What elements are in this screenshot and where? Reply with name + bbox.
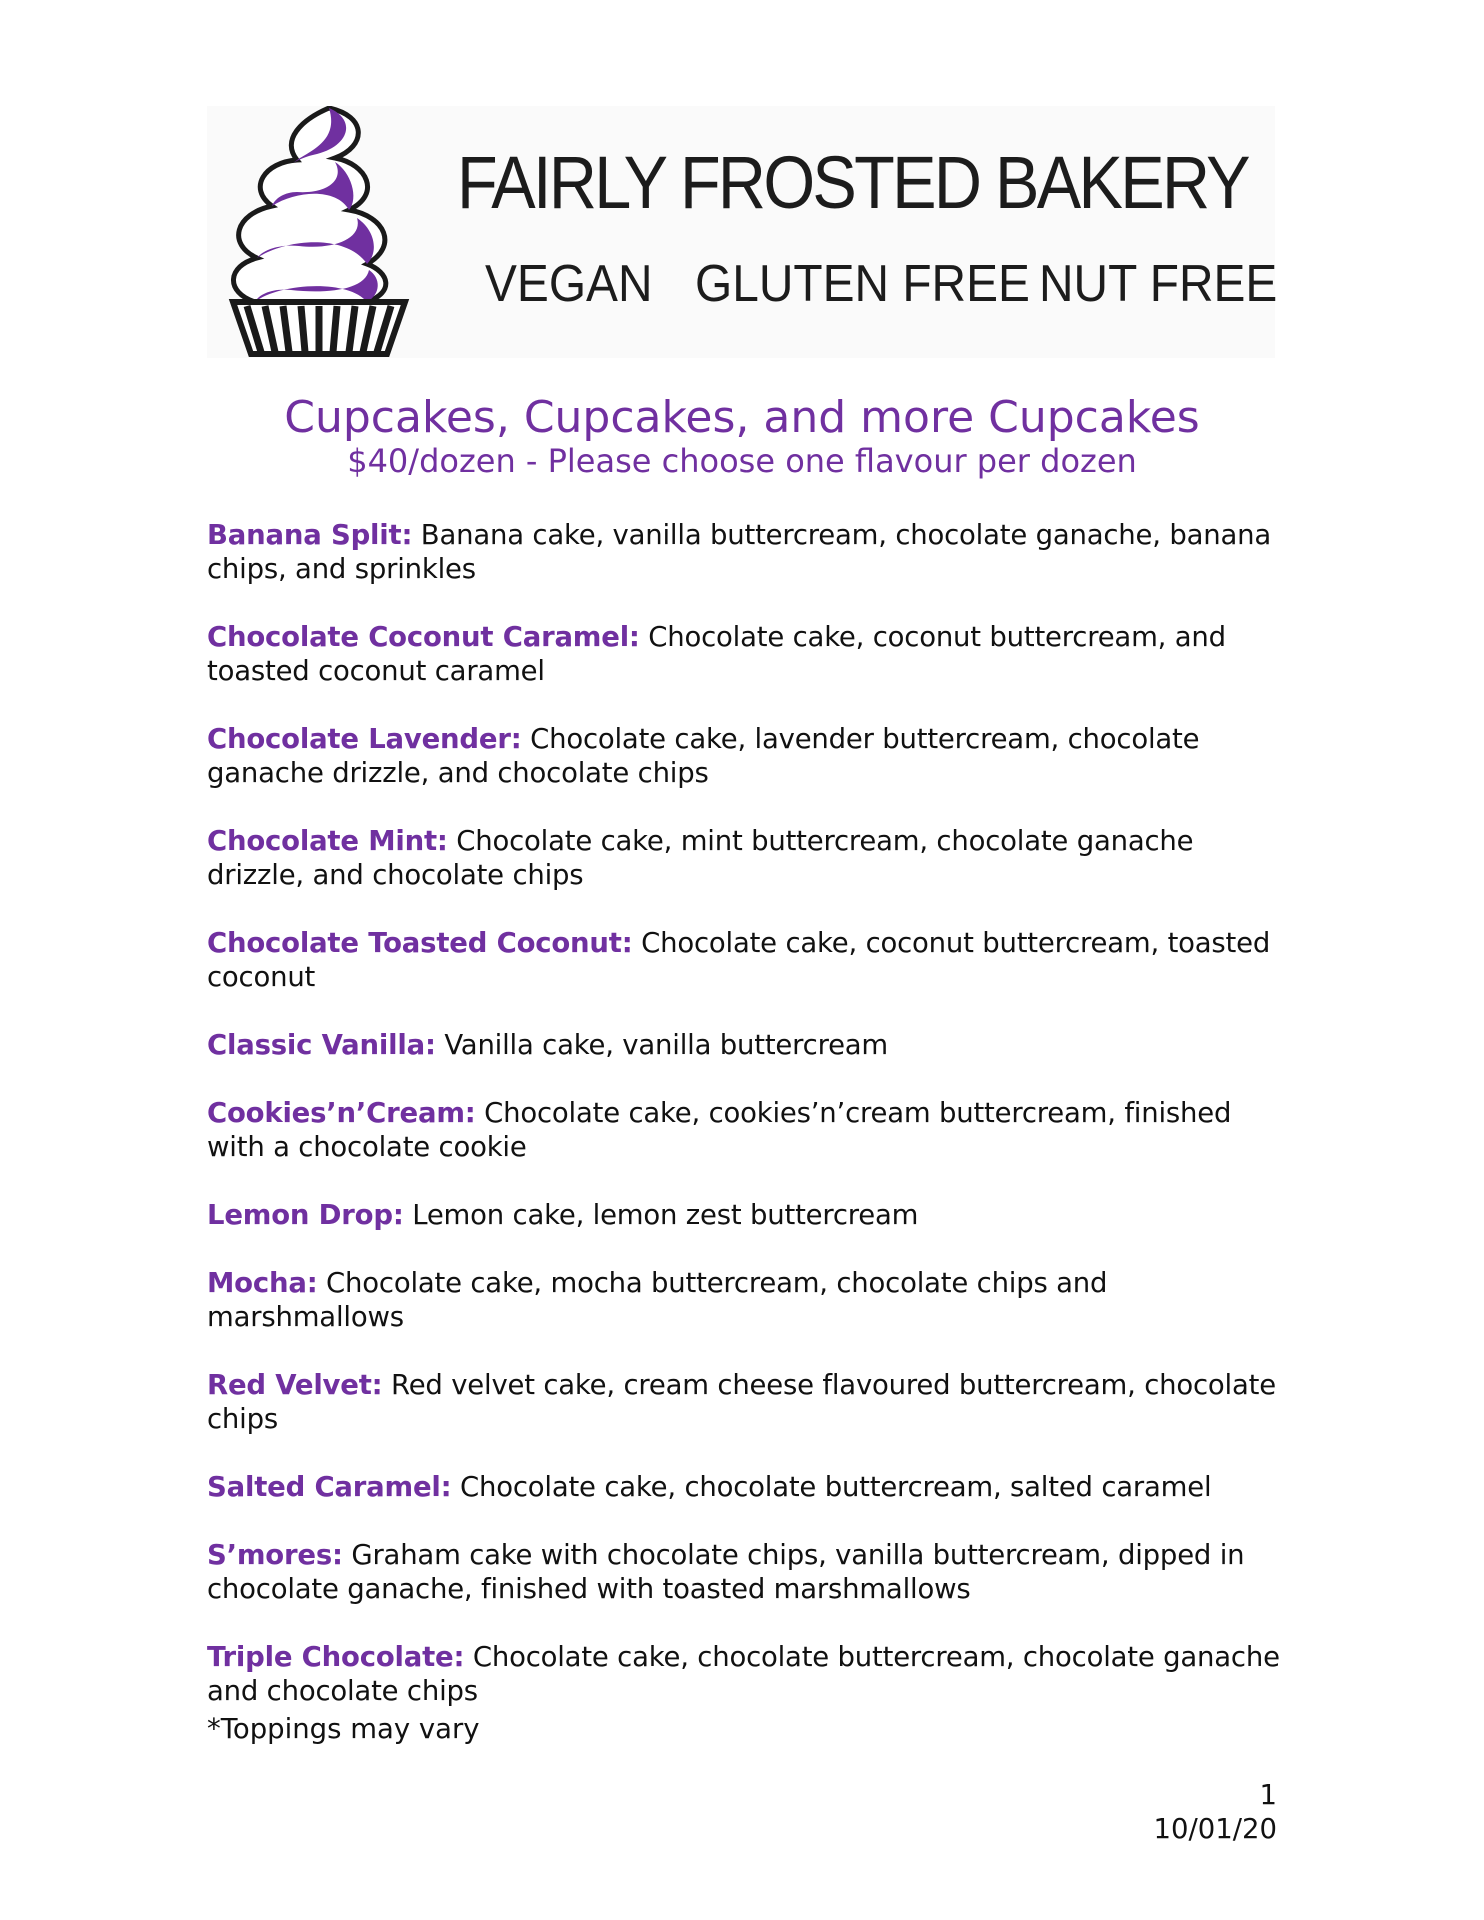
flavour-name: Lemon Drop: (207, 1199, 404, 1231)
flavour-description: Chocolate cake, coconut buttercream, and toasted coconut caramel (207, 621, 1226, 687)
flavour-name: Salted Caramel: (207, 1471, 452, 1503)
list-item (207, 926, 1287, 994)
list-item (207, 1470, 1287, 1504)
list-item (207, 1198, 1287, 1232)
flavour-description: Banana cake, vanilla buttercream, chocolate ganache, banana chips, and sprinkles (207, 519, 1272, 585)
flavour-description: Chocolate cake, chocolate buttercream, salted caramel (459, 1471, 1212, 1503)
cupcake-icon (217, 106, 417, 358)
flavour-description: Chocolate cake, chocolate buttercream, chocolate ganache and chocolate chips (207, 1641, 1280, 1707)
flavour-description: Vanilla cake, vanilla buttercream (444, 1029, 889, 1061)
flavour-description: Chocolate cake, cookies’n’cream buttercream, finished with a chocolate cookie (207, 1097, 1232, 1163)
flavour-name: Chocolate Lavender: (207, 723, 522, 755)
list-item (207, 1028, 1287, 1062)
toppings-note: *Toppings may vary (207, 1713, 480, 1745)
brand-title: FAIRLY FROSTED BAKERY (457, 141, 1248, 224)
flavour-name: Chocolate Mint: (207, 825, 448, 857)
list-item (207, 620, 1287, 688)
flavour-description: Lemon cake, lemon zest buttercream (412, 1199, 919, 1231)
list-item (207, 722, 1287, 790)
flavour-name: Chocolate Coconut Caramel: (207, 621, 640, 653)
flavour-name: Banana Split: (207, 519, 413, 551)
flavour-list (207, 518, 1287, 1742)
page-number: 1 (1259, 1779, 1277, 1811)
flavour-description: Chocolate cake, mocha buttercream, chocolate chips and marshmallows (207, 1267, 1108, 1333)
flavour-name: Mocha: (207, 1267, 318, 1299)
flavour-name: Triple Chocolate: (207, 1641, 465, 1673)
list-item (207, 1640, 1287, 1708)
flavour-name: Chocolate Toasted Coconut: (207, 927, 633, 959)
flavour-description: Chocolate cake, lavender buttercream, chocolate ganache drizzle, and chocolate chips (207, 723, 1200, 789)
tag-vegan: VEGAN (485, 255, 653, 313)
tag-nut-free: NUT FREE (1039, 255, 1278, 313)
list-item (207, 1538, 1287, 1606)
menu-title: Cupcakes, Cupcakes, and more Cupcakes (284, 392, 1200, 443)
flavour-description: Red velvet cake, cream cheese flavoured buttercream, chocolate chips (207, 1369, 1276, 1435)
header-banner (207, 106, 1278, 358)
document-date: 10/01/20 (1153, 1813, 1277, 1845)
tag-gluten-free: GLUTEN FREE (695, 255, 1030, 313)
flavour-description: Chocolate cake, mint buttercream, chocolate ganache drizzle, and chocolate chips (207, 825, 1194, 891)
flavour-name: Cookies’n’Cream: (207, 1097, 476, 1129)
flavour-description: Graham cake with chocolate chips, vanilla buttercream, dipped in chocolate ganache, finished with toasted marshmallows (207, 1539, 1245, 1605)
flavour-description: Chocolate cake, coconut buttercream, toasted coconut (207, 927, 1271, 993)
list-item (207, 824, 1287, 892)
list-item (207, 1266, 1287, 1334)
flavour-name: S’mores: (207, 1539, 343, 1571)
flavour-name: Red Velvet: (207, 1369, 383, 1401)
list-item (207, 518, 1287, 586)
list-item (207, 1096, 1287, 1164)
list-item (207, 1368, 1287, 1436)
menu-subtitle: $40/dozen - Please choose one flavour per dozen (347, 442, 1137, 480)
flavour-name: Classic Vanilla: (207, 1029, 436, 1061)
